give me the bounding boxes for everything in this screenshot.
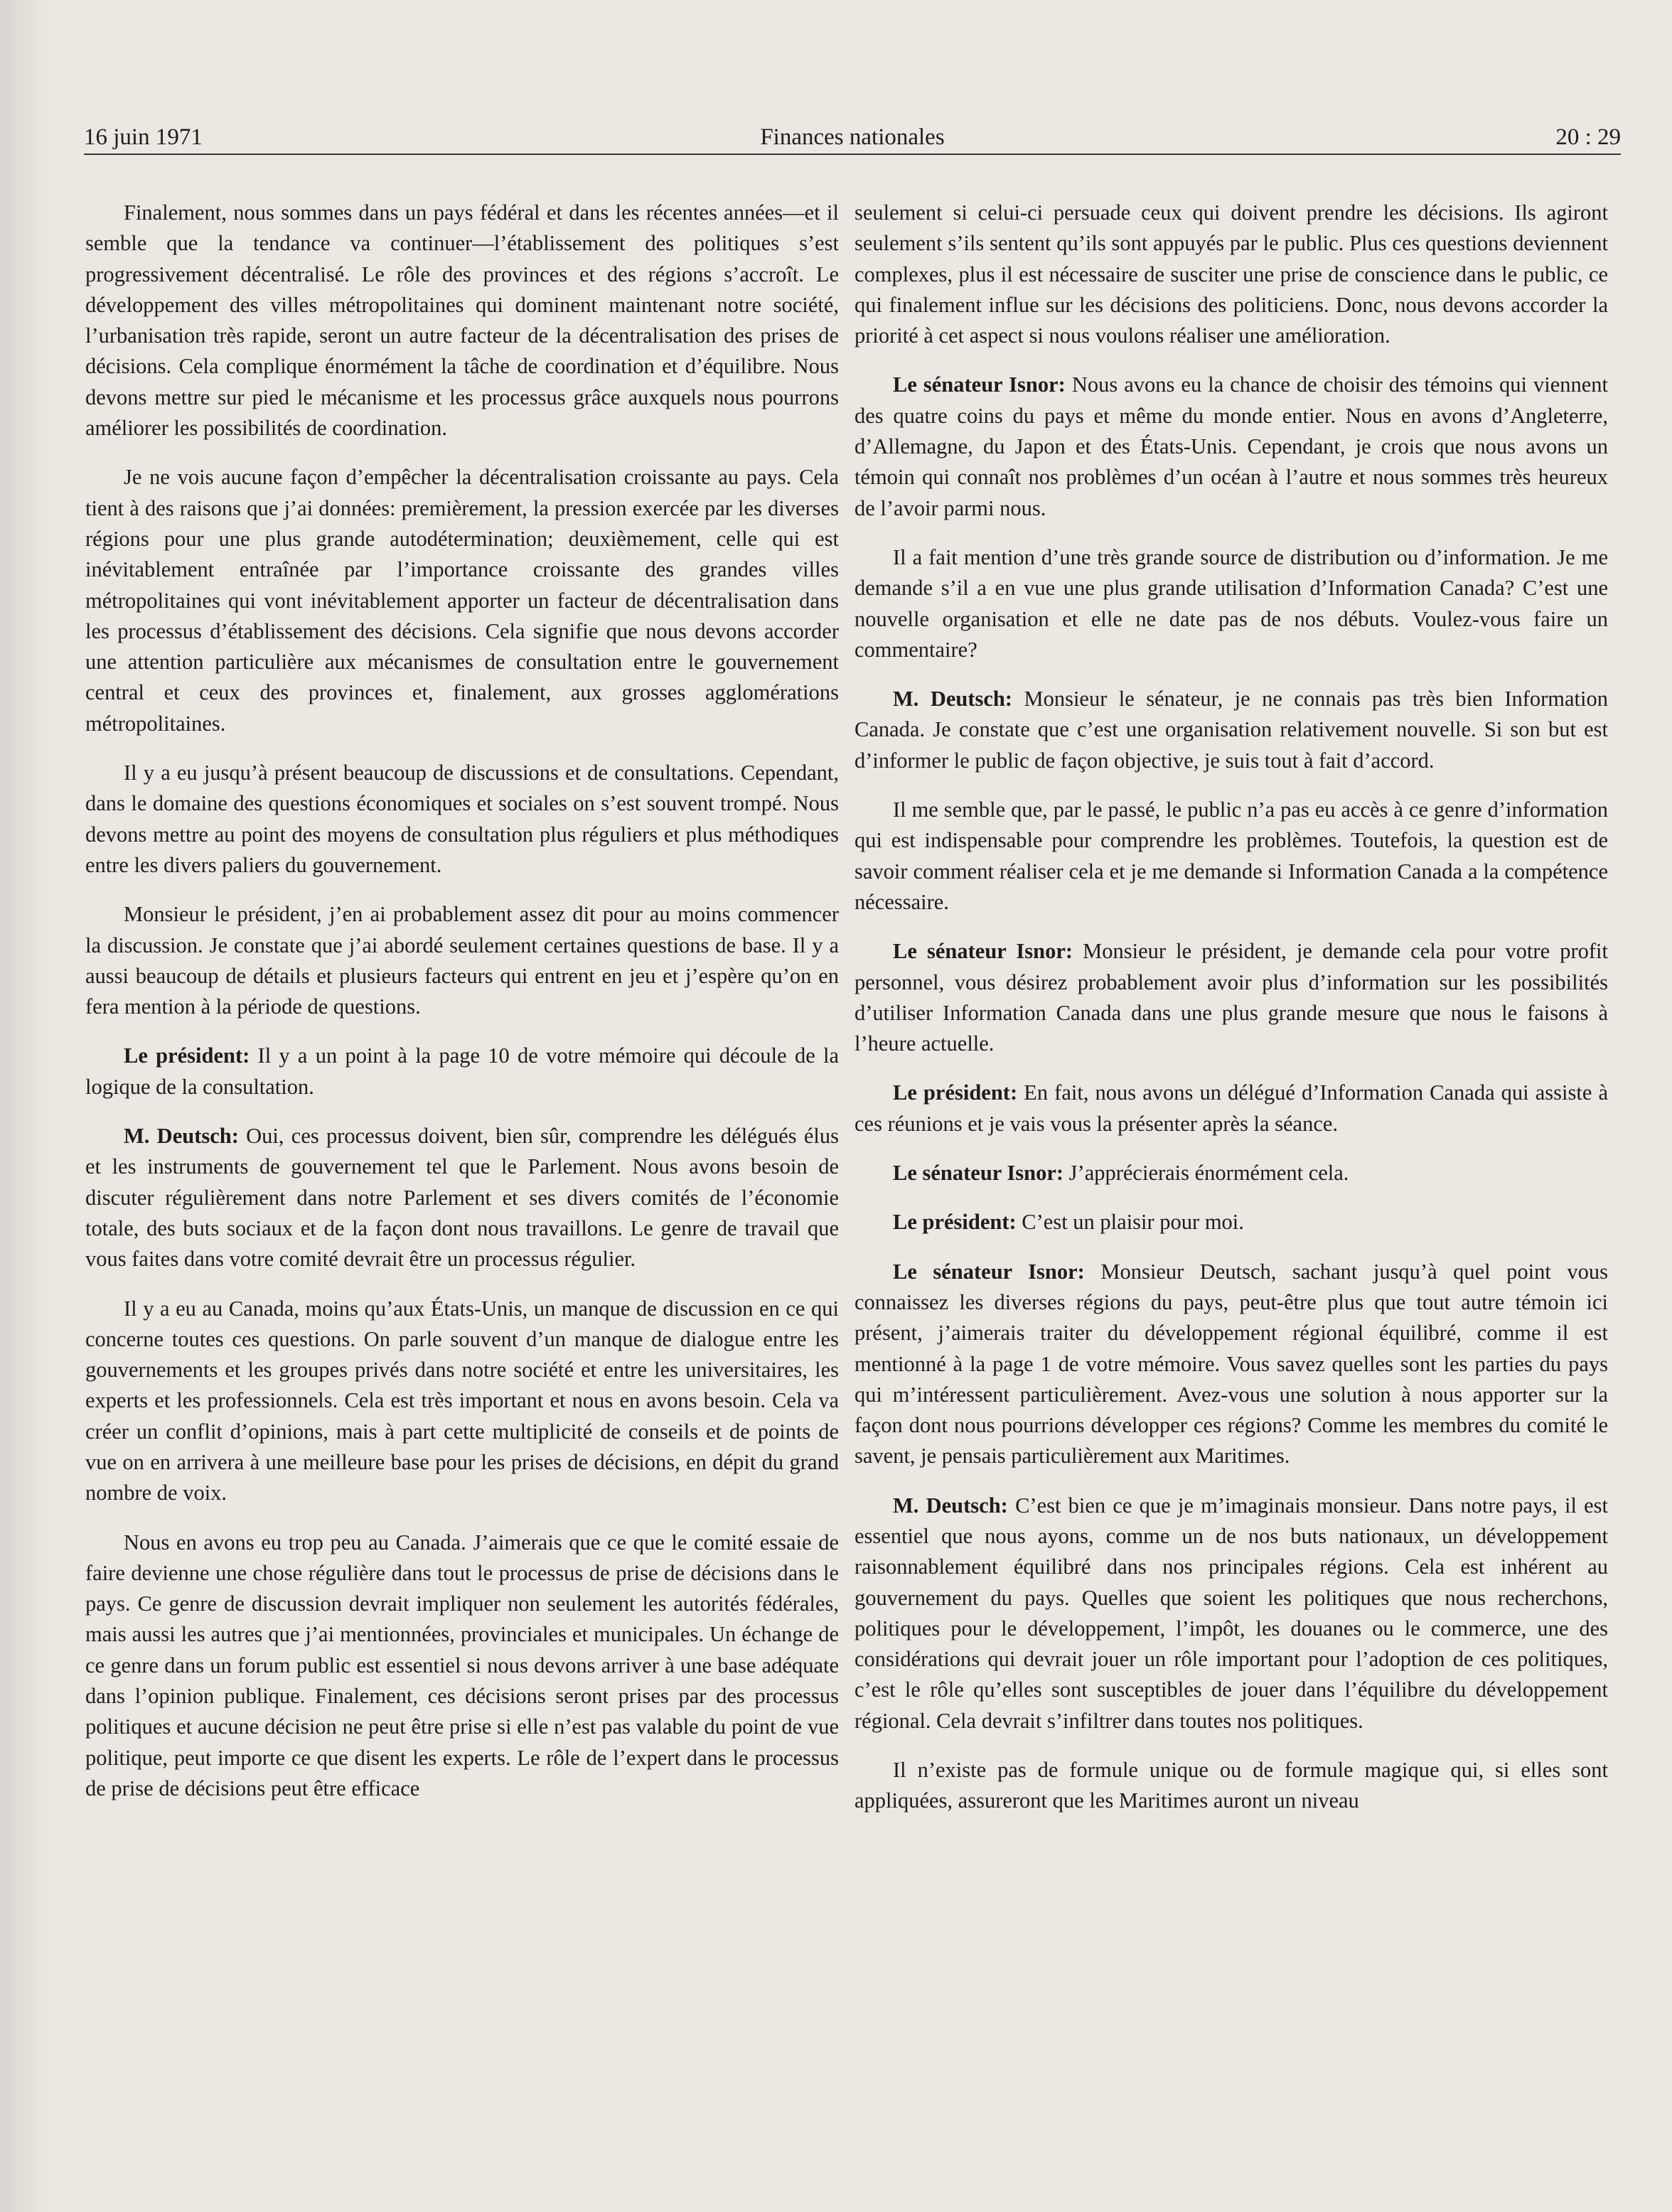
paragraph (85, 1121, 839, 1274)
paragraph (85, 1528, 839, 1805)
paragraph (85, 198, 839, 444)
paragraph-text: C’est un plaisir pour moi. (1022, 1210, 1244, 1235)
paragraph-text: Oui, ces processus doivent, bien sûr, comprendre les délégués élus et les instruments de gouvernement tel que le Parlement. Nous avons besoin de discuter régulièrement dans notre Parlement et ses divers comités de l’économie totale, des buts sociaux et de la façon dont nous travaillons. Le genre de travail que vous faites dans votre comité devrait être un processus régulier. (85, 1124, 840, 1272)
paragraph (854, 542, 1608, 665)
paragraph-text: seulement si celui-ci persuade ceux qui doivent prendre les décisions. Ils agiront seulement s’ils sentent qu’ils sont appuyés par le public. Plus ces questions deviennent complexes, plus il est nécessaire de susciter une prise de conscience dans le public, ce qui finalement influe sur les décisions des politiciens. Donc, nous devons accorder la priorité à cet aspect si nous voulons réaliser une amélioration. (854, 200, 1608, 348)
header-date: 16 juin 1971 (84, 124, 203, 150)
paragraph (85, 462, 839, 739)
header-title: Finances nationales (760, 124, 945, 150)
paragraph (854, 684, 1608, 776)
paragraph (854, 1257, 1608, 1472)
paragraph-text: Il y a un point à la page 10 de votre mémoire qui découle de la logique de la consultation. (85, 1043, 839, 1099)
speaker-name: M. Deutsch: (124, 1124, 239, 1149)
paragraph-text: Monsieur le sénateur, je ne connais pas très bien Information Canada. Je constate que c’est une organisation relativement nouvelle. Si son but est d’informer le public de façon objective, je suis tout à fait d’accord. (854, 687, 1608, 773)
paragraph (854, 1078, 1608, 1139)
paragraph (85, 1294, 839, 1509)
speaker-name: M. Deutsch: (893, 1493, 1008, 1518)
paragraph (854, 370, 1608, 523)
paragraph (854, 198, 1608, 351)
paragraph (854, 1158, 1608, 1188)
paragraph-text: Monsieur le président, j’en ai probablement assez dit pour au moins commencer la discussion. Je constate que j’ai abordé seulement certaines questions de base. Il y a aussi beaucoup de détails et plusieurs facteurs qui entrent en jeu et j’espère qu’on en fera mention à la période de questions. (85, 902, 839, 1019)
paragraph-text: Il me semble que, par le passé, le public n’a pas eu accès à ce genre d’information qui est indispensable pour comprendre les problèmes. Toutefois, la question est de savoir comment réaliser cela et je me demande si Information Canada a la compétence nécessaire. (854, 798, 1608, 914)
paragraph (85, 758, 839, 881)
left-column (85, 198, 839, 1822)
speaker-name: Le président: (124, 1043, 250, 1068)
paragraph (85, 1041, 839, 1102)
paragraph-text: En fait, nous avons un délégué d’Information Canada qui assiste à ces réunions et je vais vous la présenter après la séance. (854, 1080, 1608, 1136)
paragraph (854, 936, 1608, 1059)
paragraph-text: Il a fait mention d’une très grande source de distribution ou d’information. Je me demande s’il a en vue une plus grande utilisation d’Information Canada? C’est une nouvelle organisation et elle ne date pas de nos débuts. Voulez-vous faire un commentaire? (854, 544, 1608, 662)
speaker-name: Le président: (893, 1210, 1017, 1235)
speaker-name: Le sénateur Isnor: (893, 1259, 1085, 1284)
speaker-name: Le sénateur Isnor: (893, 372, 1066, 397)
paragraph-text: C’est bien ce que je m’imaginais monsieur. Dans notre pays, il est essentiel que nous ayons, comme un de nos buts nationaux, un développement raisonnablement équilibré dans nos principales régions. Cela est inhérent au gouvernement du pays. Quelles que soient les politiques que nous recherchons, politiques pour le développement, l’impôt, les douanes ou le commerce, une des considérations qui devrait jouer un rôle important pour l’adoption de ces politiques, c’est le rôle qu’elles sont susceptibles de jouer dans l’équilibre du développement régional. Cela devrait s’infiltrer dans toutes nos politiques. (854, 1493, 1609, 1733)
paragraph-text: Monsieur le président, je demande cela pour votre profit personnel, vous désirez probablement avoir plus d’information sur les possibilités d’utiliser Information Canada dans une plus grande mesure que nous le faisons à l’heure actuelle. (854, 939, 1608, 1056)
paragraph (854, 1491, 1608, 1736)
paragraph (854, 1755, 1608, 1817)
right-column (854, 198, 1608, 1835)
binding-shadow (0, 0, 50, 2212)
speaker-name: Le président: (893, 1080, 1018, 1105)
paragraph-text: Je ne vois aucune façon d’empêcher la décentralisation croissante au pays. Cela tient à des raisons que j’ai données: premièrement, la pression exercée par les diverses régions pour une plus grande autodétermination; deuxièmement, celle qui est inévitablement entraînée par l’importance croissante des grandes villes métropolitaines qui vont inévitablement apporter un facteur de décentralisation dans les processus d’établissement des décisions. Cela signifie que nous devons accorder une attention particulière aux mécanismes de consultation entre le gouvernement central et ceux des provinces et, finalement, aux grosses agglomérations métropolitaines. (85, 465, 839, 736)
paragraph-text: Monsieur Deutsch, sachant jusqu’à quel point vous connaissez les diverses régions du pays, peut-être plus que tout autre témoin ici présent, j’aimerais traiter du développement régional équilibré, comme il est mentionné à la page 1 de votre mémoire. Vous savez quelles sont les parties du pays qui m’intéressent particulièrement. Avez-vous une solution à nous apporter sur la façon dont nous pourrions développer ces régions? Comme les membres du comité le savent, je pensais particulièrement aux Maritimes. (854, 1259, 1609, 1469)
paragraph (854, 795, 1608, 918)
speaker-name: Le sénateur Isnor: (893, 1161, 1064, 1186)
speaker-name: Le sénateur Isnor: (893, 939, 1073, 964)
paragraph-text: Nous avons eu la chance de choisir des témoins qui viennent des quatre coins du pays et même du monde entier. Nous en avons d’Angleterre, d’Allemagne, du Japon et des États-Unis. Cependant, je crois que nous avons un témoin qui connaît nos problèmes d’un océan à l’autre et nous sommes très heureux de l’avoir parmi nous. (854, 372, 1609, 520)
paragraph-text: Finalement, nous sommes dans un pays fédéral et dans les récentes années—et il semble que la tendance va continuer—l’établissement des politiques s’est progressivement décentralisé. Le rôle des provinces et des régions s’accroît. Le développement des villes métropolitaines qui dominent maintenant notre société, l’urbanisation très rapide, seront un autre facteur de la décentralisation des prises de décisions. Cela complique énormément la tâche de coordination et d’équilibre. Nous devons mettre sur pied le mécanisme et les processus grâce auxquels nous pourrons améliorer les possibilités de coordination. (85, 200, 839, 441)
paragraph (85, 899, 839, 1022)
paragraph-text: Il y a eu jusqu’à présent beaucoup de discussions et de consultations. Cependant, dans le domaine des questions économiques et sociales on s’est souvent trompé. Nous devons mettre au point des moyens de consultation plus réguliers et plus méthodiques entre les divers paliers du gouvernement. (85, 761, 839, 877)
paragraph-text: J’apprécierais énormément cela. (1068, 1161, 1349, 1186)
paragraph-text: Nous en avons eu trop peu au Canada. J’aimerais que ce que le comité essaie de faire devienne une chose régulière dans tout le processus de prise de décisions dans le pays. Ce genre de discussion devrait impliquer non seulement les autorités fédérales, mais aussi les autres que j’ai mentionnées, provinciales et municipales. Un échange de ce genre dans un forum public est essentiel si nous devons arriver à une base adéquate dans l’opinion publique. Finalement, ces décisions seront prises par des processus politiques et aucune décision ne peut être prise si elle n’est pas valable du point de vue politique, peut importe ce que disent les experts. Le rôle de l’expert dans le processus de prise de décisions peut être efficace (85, 1530, 839, 1800)
header-page-number: 20 : 29 (1555, 124, 1621, 150)
paragraph-text: Il n’existe pas de formule unique ou de formule magique qui, si elles sont appliquées, assureront que les Maritimes auront un niveau (854, 1758, 1608, 1813)
page-header (84, 114, 1621, 155)
paragraph-text: Il y a eu au Canada, moins qu’aux États-Unis, un manque de discussion en ce qui concerne toutes ces questions. On parle souvent d’un manque de dialogue entre les gouvernements et les groupes privés dans notre société et entre les universitaires, les experts et les professionnels. Cela est très important et nous en avons besoin. Cela va créer un conflit d’opinions, mais à part cette multiplicité de conseils et de points de vue on en arrivera à une meilleure base pour les prises de décisions, en dépit du grand nombre de voix. (85, 1296, 839, 1505)
speaker-name: M. Deutsch: (893, 687, 1013, 712)
paragraph (854, 1207, 1608, 1237)
